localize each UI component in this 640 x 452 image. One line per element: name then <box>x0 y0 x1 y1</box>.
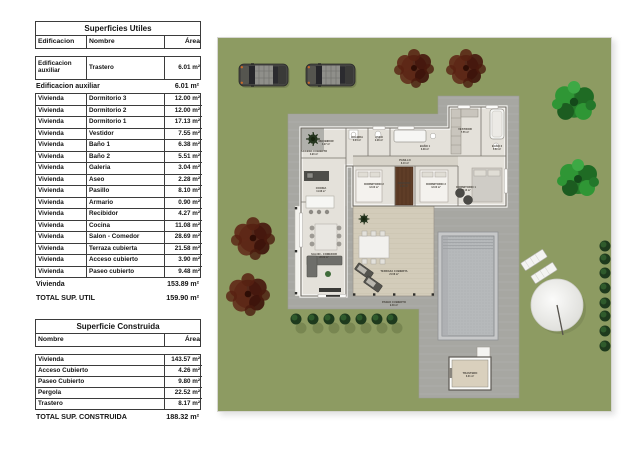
table-cell: Vivienda <box>36 105 86 117</box>
room-label: DORMITORIO 2 12.00 m² <box>364 183 384 190</box>
table-cell: Vivienda <box>36 128 86 140</box>
table-cell: Vivienda <box>36 243 86 255</box>
table-cell: 12.00 m² <box>164 105 202 117</box>
table-cell: Cocina <box>86 220 164 232</box>
room-label: TERRAZA CUBIERTA 21.58 m² <box>380 270 408 277</box>
room-label: ACCESO CUBIERTO 3.90 m² <box>300 150 328 157</box>
total-value: 188.32 m² <box>166 412 199 421</box>
room-label: BAÑO 2 5.51 m² <box>491 145 503 152</box>
subtotal-label: Vivienda <box>36 281 65 288</box>
dwelling-rows <box>35 93 201 278</box>
table-cell: Vivienda <box>36 197 86 209</box>
table-cell: Armario <box>86 197 164 209</box>
table-cell: 17.13 m² <box>164 116 202 128</box>
room-label: TRASTERO 6.01 m² <box>462 372 478 379</box>
table-cell: Vivienda <box>36 220 86 232</box>
table-cell: Dormitorio 1 <box>86 116 164 128</box>
table-cell: Acceso Cubierto <box>36 365 164 376</box>
subtotal-value: 6.01 m² <box>174 83 199 90</box>
area-tables-panel <box>35 21 201 423</box>
table-cell: Vivienda <box>36 254 86 266</box>
column-header: Nombre <box>86 36 164 48</box>
swimming-pool <box>438 232 498 340</box>
table-cell: Dormitorio 2 <box>86 105 164 117</box>
auxiliary-building-rows <box>35 56 201 80</box>
table-cell: Galeria <box>86 162 164 174</box>
useful-areas-header <box>35 36 201 49</box>
table-cell: 2.28 m² <box>164 174 202 186</box>
table-cell: Paseo cubierto <box>86 266 164 278</box>
room-label: PASEO CUBIERTO 9.48 m² <box>382 301 406 308</box>
table-cell: Baño 1 <box>86 139 164 151</box>
auxiliary-subtotal-row <box>35 80 201 93</box>
table-cell: Vivienda <box>36 116 86 128</box>
table-cell: Vivienda <box>36 185 86 197</box>
table-cell: Baño 2 <box>86 151 164 163</box>
table-cell: 8.10 m² <box>164 185 202 197</box>
table-cell: 7.55 m² <box>164 128 202 140</box>
table-cell: Vivienda <box>38 356 64 363</box>
room-label: RECIBIDOR 4.27 m² <box>318 140 334 147</box>
column-header: Área <box>164 334 202 346</box>
table-cell: 4.27 m² <box>164 208 202 220</box>
table-cell: Pergola <box>36 387 164 398</box>
built-areas-rows <box>35 354 201 410</box>
table-cell: Vestidor <box>86 128 164 140</box>
table-cell: 3.04 m² <box>164 162 202 174</box>
table-cell: Vivienda <box>36 208 86 220</box>
table-cell: 6.01 m² <box>164 57 202 79</box>
table-cell: Acceso cubierto <box>86 254 164 266</box>
room-label: VESTIDOR 7.55 m² <box>458 128 472 135</box>
table-cell: Edificacion auxiliar <box>38 60 72 74</box>
table-cell: 21.58 m² <box>164 243 202 255</box>
table-cell: Recibidor <box>86 208 164 220</box>
table-cell: 22.52 m² <box>164 387 202 398</box>
column-header: Área <box>164 36 202 48</box>
room-label: ASEO 2.28 m² <box>374 136 384 143</box>
table-cell: Trastero <box>36 398 164 409</box>
table-cell: Salon - Comedor <box>86 231 164 243</box>
table-cell: Terraza cubierta <box>86 243 164 255</box>
room-label: PASILLO 8.10 m² <box>399 159 411 166</box>
table-cell: Pasillo <box>86 185 164 197</box>
table-cell: Trastero <box>86 57 164 79</box>
column-header: Nombre <box>38 336 64 343</box>
table-cell: Vivienda <box>36 174 86 186</box>
table-cell: 28.69 m² <box>164 231 202 243</box>
site-plan-image <box>217 37 612 412</box>
table-cell: Vivienda <box>36 151 86 163</box>
table-cell: 9.48 m² <box>164 266 202 278</box>
subtotal-label: Edificacion auxiliar <box>36 83 100 90</box>
table-cell: Vivienda <box>36 266 86 278</box>
subtotal-value: 153.89 m² <box>167 281 199 288</box>
table-cell: Paseo Cubierto <box>36 376 164 387</box>
table-cell: 8.17 m² <box>164 398 202 409</box>
table-cell: 0.90 m² <box>164 197 202 209</box>
room-label: DORMITORIO 3 12.00 m² <box>426 183 446 190</box>
room-label: DORMITORIO 1 17.13 m² <box>456 186 476 193</box>
dwelling-subtotal-row <box>35 278 201 291</box>
useful-areas-title: Superficies Utiles <box>35 21 201 36</box>
built-total-row <box>35 410 201 423</box>
built-areas-header <box>35 334 201 347</box>
table-cell: 4.26 m² <box>164 365 202 376</box>
built-areas-title: Superficie Construida <box>35 319 201 334</box>
table-cell: 3.90 m² <box>164 254 202 266</box>
room-label: ARMARIO 0.90 m² <box>397 182 411 189</box>
room-label: GALERIA 3.04 m² <box>350 136 364 143</box>
table-cell: Vivienda <box>36 231 86 243</box>
total-label: TOTAL SUP. CONSTRUIDA <box>36 412 127 421</box>
table-cell: Vivienda <box>36 162 86 174</box>
table-cell: Dormitorio 3 <box>86 94 164 105</box>
table-cell: Vivienda <box>38 95 64 102</box>
table-cell: 9.80 m² <box>164 376 202 387</box>
spacer <box>35 347 201 354</box>
table-cell: 11.08 m² <box>164 220 202 232</box>
table-cell: 6.38 m² <box>164 139 202 151</box>
table-cell: Vivienda <box>36 139 86 151</box>
room-label: COCINA 11.08 m² <box>315 187 327 194</box>
useful-total-row <box>35 291 201 304</box>
room-label: SALON - COMEDOR 28.69 m² <box>311 253 337 260</box>
table-cell: 12.00 m² <box>164 94 202 105</box>
total-label: TOTAL SUP. UTIL <box>36 293 95 302</box>
total-value: 159.90 m² <box>166 293 199 302</box>
table-cell: 5.51 m² <box>164 151 202 163</box>
room-label: BAÑO 1 6.38 m² <box>419 145 431 152</box>
table-cell: Aseo <box>86 174 164 186</box>
column-header: Edificacion <box>38 38 75 45</box>
spacer <box>35 49 201 56</box>
table-cell: 143.57 m² <box>164 355 202 365</box>
